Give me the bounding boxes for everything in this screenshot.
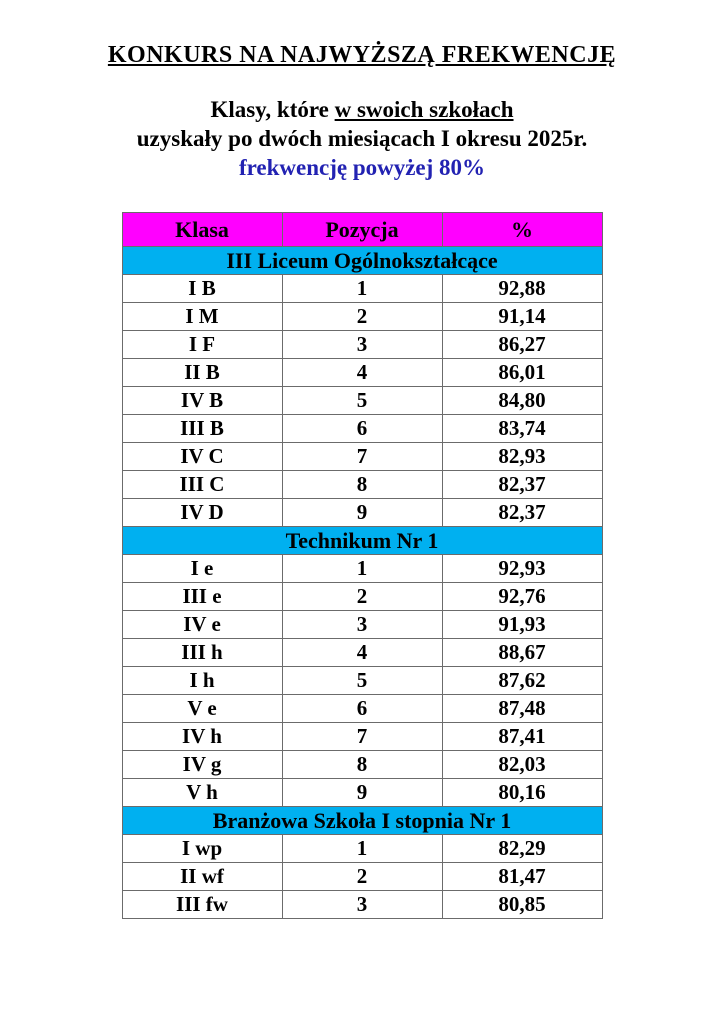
cell-pozycja: 7: [282, 723, 442, 751]
school-section-title: III Liceum Ogólnokształcące: [122, 247, 602, 275]
table-row: [122, 779, 602, 807]
cell-pozycja: 8: [282, 471, 442, 499]
attendance-table: [122, 212, 603, 919]
cell-percent: 87,48: [442, 695, 602, 723]
cell-pozycja: 4: [282, 359, 442, 387]
cell-klasa: I e: [122, 555, 282, 583]
cell-pozycja: 7: [282, 443, 442, 471]
cell-klasa: IV B: [122, 387, 282, 415]
cell-percent: 80,85: [442, 891, 602, 919]
cell-klasa: I M: [122, 303, 282, 331]
cell-pozycja: 9: [282, 499, 442, 527]
cell-percent: 83,74: [442, 415, 602, 443]
subtitle-line1-underlined: w swoich szkołach: [334, 97, 514, 122]
table-row: [122, 303, 602, 331]
cell-pozycja: 8: [282, 751, 442, 779]
cell-pozycja: 3: [282, 891, 442, 919]
cell-percent: 84,80: [442, 387, 602, 415]
school-section-row: [122, 247, 602, 275]
cell-pozycja: 1: [282, 555, 442, 583]
school-section-title: Technikum Nr 1: [122, 527, 602, 555]
cell-pozycja: 6: [282, 415, 442, 443]
school-section-row: [122, 807, 602, 835]
cell-pozycja: 2: [282, 863, 442, 891]
cell-percent: 91,14: [442, 303, 602, 331]
cell-klasa: IV h: [122, 723, 282, 751]
column-header-percent: %: [442, 213, 602, 247]
cell-klasa: I wp: [122, 835, 282, 863]
cell-klasa: II B: [122, 359, 282, 387]
column-header-pozycja: Pozycja: [282, 213, 442, 247]
cell-klasa: I h: [122, 667, 282, 695]
table-row: [122, 695, 602, 723]
cell-klasa: III h: [122, 639, 282, 667]
cell-percent: 88,67: [442, 639, 602, 667]
table-row: [122, 415, 602, 443]
cell-pozycja: 1: [282, 275, 442, 303]
cell-percent: 92,93: [442, 555, 602, 583]
table-row: [122, 863, 602, 891]
table-row: [122, 835, 602, 863]
table-row: [122, 387, 602, 415]
page-subtitle: [0, 95, 724, 182]
cell-klasa: III B: [122, 415, 282, 443]
cell-klasa: IV C: [122, 443, 282, 471]
cell-percent: 81,47: [442, 863, 602, 891]
table-row: [122, 471, 602, 499]
table-row: [122, 667, 602, 695]
cell-percent: 82,29: [442, 835, 602, 863]
cell-percent: 87,41: [442, 723, 602, 751]
cell-pozycja: 9: [282, 779, 442, 807]
cell-pozycja: 4: [282, 639, 442, 667]
cell-pozycja: 1: [282, 835, 442, 863]
cell-percent: 92,76: [442, 583, 602, 611]
table-row: [122, 499, 602, 527]
cell-klasa: I B: [122, 275, 282, 303]
table-row: [122, 555, 602, 583]
cell-pozycja: 2: [282, 583, 442, 611]
table-row: [122, 583, 602, 611]
document-header: [0, 0, 724, 182]
subtitle-line3-accent: frekwencję powyżej 80%: [238, 155, 486, 180]
cell-klasa: III fw: [122, 891, 282, 919]
table-row: [122, 443, 602, 471]
cell-pozycja: 5: [282, 387, 442, 415]
cell-percent: 82,37: [442, 499, 602, 527]
cell-pozycja: 2: [282, 303, 442, 331]
cell-klasa: V e: [122, 695, 282, 723]
cell-pozycja: 3: [282, 611, 442, 639]
school-section-row: [122, 527, 602, 555]
cell-percent: 82,93: [442, 443, 602, 471]
table-row: [122, 639, 602, 667]
school-section-title: Branżowa Szkoła I stopnia Nr 1: [122, 807, 602, 835]
attendance-table-body: [122, 247, 602, 919]
table-row: [122, 331, 602, 359]
cell-klasa: IV e: [122, 611, 282, 639]
cell-percent: 82,03: [442, 751, 602, 779]
table-row: [122, 275, 602, 303]
cell-klasa: III e: [122, 583, 282, 611]
cell-percent: 86,01: [442, 359, 602, 387]
table-header-row: [122, 213, 602, 247]
page-title: KONKURS NA NAJWYŻSZĄ FREKWENCJĘ: [107, 42, 617, 68]
cell-klasa: IV D: [122, 499, 282, 527]
cell-percent: 92,88: [442, 275, 602, 303]
cell-percent: 87,62: [442, 667, 602, 695]
cell-klasa: V h: [122, 779, 282, 807]
table-row: [122, 359, 602, 387]
table-row: [122, 751, 602, 779]
cell-klasa: IV g: [122, 751, 282, 779]
column-header-klasa: Klasa: [122, 213, 282, 247]
cell-klasa: III C: [122, 471, 282, 499]
cell-percent: 80,16: [442, 779, 602, 807]
cell-pozycja: 5: [282, 667, 442, 695]
cell-pozycja: 3: [282, 331, 442, 359]
cell-percent: 86,27: [442, 331, 602, 359]
table-row: [122, 611, 602, 639]
table-row: [122, 891, 602, 919]
cell-percent: 82,37: [442, 471, 602, 499]
cell-pozycja: 6: [282, 695, 442, 723]
subtitle-line2: uzyskały po dwóch miesiącach I okresu 2025r.: [136, 126, 588, 151]
subtitle-line1: [210, 97, 513, 122]
cell-klasa: I F: [122, 331, 282, 359]
cell-klasa: II wf: [122, 863, 282, 891]
subtitle-line1-prefix: Klasy, które: [210, 97, 335, 122]
table-row: [122, 723, 602, 751]
cell-percent: 91,93: [442, 611, 602, 639]
